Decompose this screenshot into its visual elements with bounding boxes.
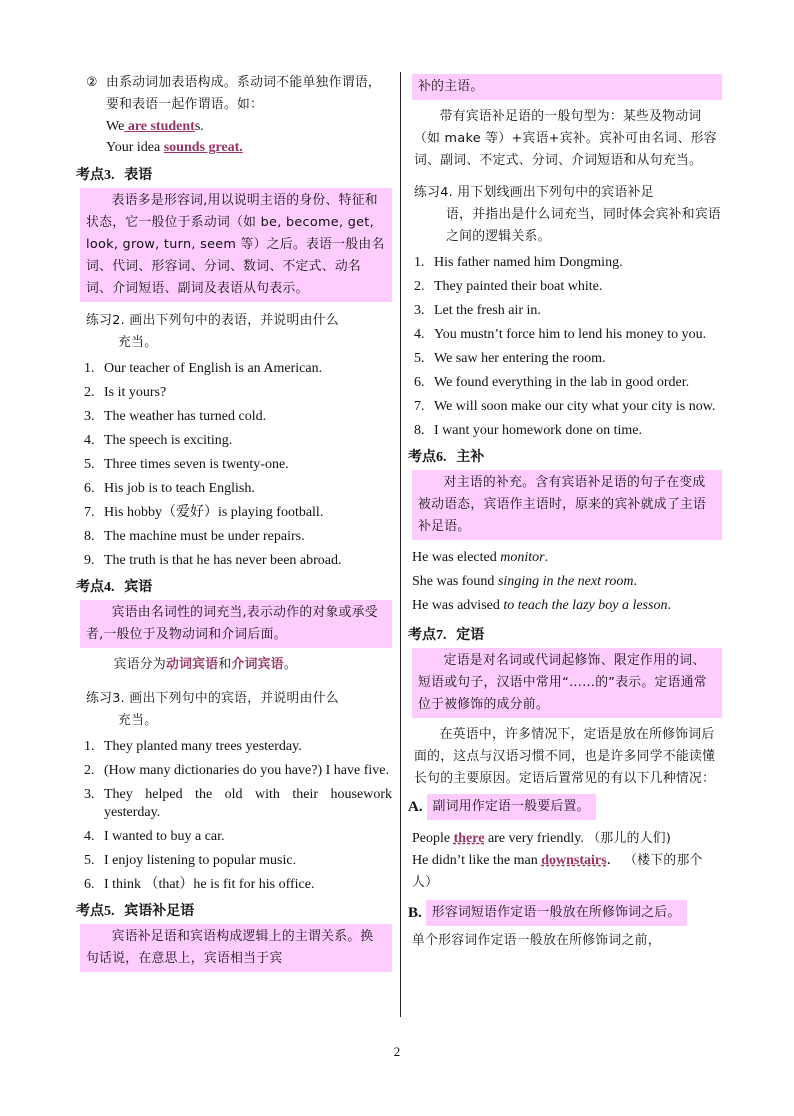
section-title: 表语 bbox=[124, 167, 153, 183]
point-label: B. bbox=[408, 904, 422, 921]
kd4-definition-box: 宾语由名词性的词充当,表示动作的对象或承受者,一般位于及物动词和介词后面。 bbox=[80, 600, 392, 648]
list-item: 4. I wanted to buy a car. bbox=[84, 829, 225, 844]
list-item: 2. Is it yours? bbox=[84, 385, 167, 400]
exercise-2-instruction bbox=[86, 310, 392, 354]
exercise-4-list bbox=[414, 254, 722, 440]
section-tag: 考点5. bbox=[76, 904, 115, 919]
exercise-3-list bbox=[84, 738, 392, 894]
section-heading-kd3 bbox=[76, 164, 392, 184]
point-label: A. bbox=[408, 798, 423, 815]
example-text: We bbox=[106, 119, 125, 134]
list-item: 6. His job is to teach English. bbox=[84, 481, 255, 496]
point-b-heading bbox=[408, 900, 722, 926]
page-number: 2 bbox=[393, 1044, 401, 1059]
list-item: 3. The weather has turned cold. bbox=[84, 409, 267, 424]
kd3-definition-box: 表语多是形容词,用以说明主语的身份、特征和状态，它一般位于系动词（如 be, become, get, look, grow, turn, seem 等）之后。表语一般由名词、代词、形容词、分词、数词、不定式、动名词、介词短语、副词及表语从句表示。 bbox=[80, 188, 392, 302]
predicate-highlight: are student bbox=[124, 119, 195, 134]
list-item: 5. Three times seven is twenty-one. bbox=[84, 457, 289, 472]
section-tag: 考点7. bbox=[408, 628, 447, 643]
exercise-2-list bbox=[84, 360, 392, 570]
predicate-highlight: sounds great. bbox=[163, 140, 243, 155]
section-heading-kd6 bbox=[408, 446, 722, 466]
list-item: 5. We saw her entering the room. bbox=[414, 351, 606, 366]
section-title: 宾语 bbox=[124, 579, 153, 595]
kd4-note: 宾语分为动词宾语和介词宾语。 bbox=[113, 657, 297, 672]
kd6-definition-box: 对主语的补充。含有宾语补足语的句子在变成被动语态，宾语作主语时，原来的宾补就成了主语补足语。 bbox=[412, 470, 722, 540]
list-item: 6. We found everything in the lab in good order. bbox=[414, 375, 690, 390]
section-title: 宾语补足语 bbox=[124, 903, 195, 919]
item-2-example-2 bbox=[86, 137, 392, 158]
section-title: 定语 bbox=[456, 627, 485, 643]
kd6-example-3: He was advised to teach the lazy boy a lesson. bbox=[412, 598, 671, 613]
list-item: 2. (How many dictionaries do you have?) I have five. bbox=[84, 763, 389, 778]
list-item: 1. Our teacher of English is an American. bbox=[84, 361, 323, 376]
left-column bbox=[76, 72, 392, 972]
example-text: s. bbox=[194, 119, 204, 134]
exercise-rest: 充当。 bbox=[118, 335, 158, 350]
point-a-box: 副词用作定语一般要后置。 bbox=[427, 794, 596, 820]
section-tag: 考点6. bbox=[408, 450, 447, 465]
exercise-rest: 语，并指出是什么词充当，同时体会宾补和宾语之间的逻辑关系。 bbox=[446, 207, 722, 244]
list-item: 2. They painted their boat white. bbox=[414, 279, 603, 294]
list-item: 9. The truth is that he has never been abroad. bbox=[84, 553, 342, 568]
list-item: 3. They helped the old with their housework yesterday. bbox=[84, 787, 392, 820]
section-heading-kd5 bbox=[76, 900, 392, 920]
example-text: Your idea bbox=[106, 140, 164, 155]
exercise-3-instruction bbox=[86, 688, 392, 732]
list-item: 5. I enjoy listening to popular music. bbox=[84, 853, 297, 868]
circled-number: ② bbox=[86, 75, 98, 90]
section-tag: 考点4. bbox=[76, 580, 115, 595]
column-divider bbox=[400, 72, 401, 1017]
kd5-definition-box-continued: 补的主语。 bbox=[412, 74, 722, 100]
list-item: 4. You mustn’t force him to lend his money to you. bbox=[414, 327, 707, 342]
kd5-paragraph: 带有宾语补足语的一般句型为：某些及物动词（如 make 等）+宾语+宾补。宾补可由名词、形容词、副词、不定式、分词、介词短语和从句充当。 bbox=[414, 109, 717, 168]
item-2-example-1 bbox=[86, 116, 392, 137]
list-item: 1. His father named him Dongming. bbox=[414, 255, 623, 270]
verb-object-term: 动词宾语 bbox=[165, 657, 219, 672]
exercise-4-instruction bbox=[414, 182, 722, 248]
kd6-example-2: She was found singing in the next room. bbox=[412, 574, 638, 589]
attributive-highlight: there bbox=[453, 831, 485, 846]
exercise-head: 练习2. 画出下列句中的表语，并说明由什么 bbox=[86, 313, 339, 328]
list-item: 7. His hobby（爱好）is playing football. bbox=[84, 505, 324, 520]
point-a-heading bbox=[408, 794, 722, 820]
exercise-rest: 充当。 bbox=[118, 713, 158, 728]
list-item: 8. The machine must be under repairs. bbox=[84, 529, 305, 544]
list-item: 3. Let the fresh air in. bbox=[414, 303, 541, 318]
list-item: 6. I think （that）he is fit for his office. bbox=[84, 877, 315, 892]
list-item: 7. We will soon make our city what your city is now. bbox=[414, 399, 716, 414]
prep-object-term: 介词宾语 bbox=[231, 657, 284, 672]
list-item: 8. I want your homework done on time. bbox=[414, 423, 643, 438]
point-b-box: 形容词短语作定语一般放在所修饰词之后。 bbox=[426, 900, 687, 926]
list-item: 4. The speech is exciting. bbox=[84, 433, 233, 448]
attributive-highlight: downstairs bbox=[541, 853, 607, 868]
point-b-text: 单个形容词作定语一般放在所修饰词之前， bbox=[412, 933, 661, 948]
section-heading-kd7 bbox=[408, 624, 722, 644]
exercise-head: 练习3. 画出下列句中的宾语，并说明由什么 bbox=[86, 691, 339, 706]
kd7-definition-box: 定语是对名词或代词起修饰、限定作用的词、短语或句子，汉语中常用“……的”表示。定语通常位于被修饰的成分前。 bbox=[412, 648, 722, 718]
kd7-paragraph: 在英语中，许多情况下，定语是放在所修饰词后面的，这点与汉语习惯不同，也是许多同学不能读懂长句的主要原因。定语后置常见的有以下几种情况： bbox=[414, 727, 716, 786]
section-title: 主补 bbox=[456, 449, 485, 465]
item-2-block bbox=[86, 72, 392, 158]
section-tag: 考点3. bbox=[76, 168, 115, 183]
exercise-head: 练习4. 用下划线画出下列句中的宾语补足 bbox=[414, 185, 654, 200]
item-2-text: 由系动词加表语构成。系动词不能单独作谓语，要和表语一起作谓语。如： bbox=[106, 75, 382, 112]
kd5-definition-box: 宾语补足语和宾语构成逻辑上的主谓关系。换句话说，在意思上，宾语相当于宾 bbox=[80, 924, 392, 972]
point-a-example-1: People there are very friendly. （那儿的人们) bbox=[412, 831, 672, 846]
right-column bbox=[408, 72, 722, 952]
kd6-example-1: He was elected monitor. bbox=[412, 550, 549, 565]
section-heading-kd4 bbox=[76, 576, 392, 596]
list-item: 1. They planted many trees yesterday. bbox=[84, 739, 302, 754]
point-a-example-2: He didn’t like the man downstairs． （楼下的那个人） bbox=[412, 853, 703, 890]
